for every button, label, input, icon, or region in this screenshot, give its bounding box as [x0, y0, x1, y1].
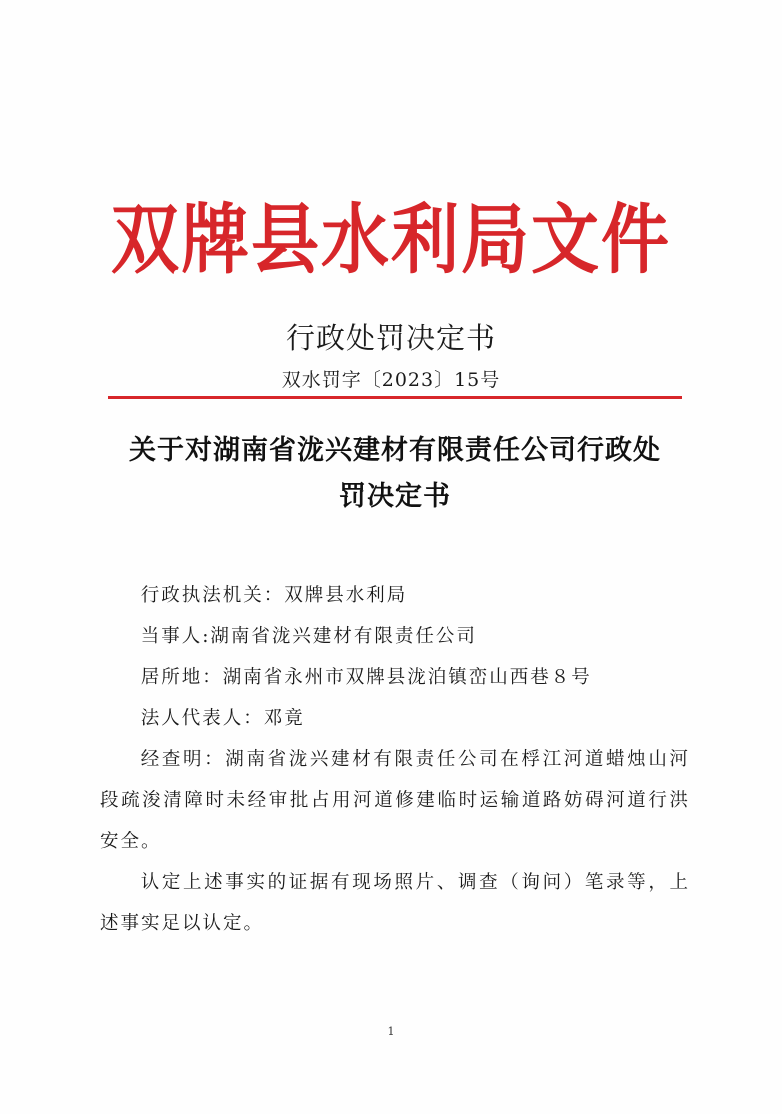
subject-line-1: 关于对湖南省泷兴建材有限责任公司行政处 — [129, 435, 661, 466]
document-type-heading: 行政处罚决定书 — [285, 321, 496, 355]
issuer-title: 双牌县水利局文件 — [110, 195, 671, 286]
evidence-paragraph: 认定上述事实的证据有现场照片、调查（询问）笔录等，上述事实足以认定。 — [100, 872, 690, 934]
subject-heading — [100, 428, 690, 520]
address-line: 居所地：湖南省永州市双牌县泷泊镇峦山西巷８号 — [140, 667, 592, 688]
party-line: 当事人:湖南省泷兴建材有限责任公司 — [140, 626, 477, 647]
document-number: 双水罚字〔2023〕15号 — [281, 369, 501, 391]
legal-representative-line: 法人代表人：邓竟 — [140, 708, 305, 729]
enforcement-agency-line: 行政执法机关：双牌县水利局 — [140, 585, 408, 606]
page-number: 1 — [387, 1025, 395, 1038]
red-separator-line — [108, 396, 682, 399]
findings-paragraph: 经查明：湖南省泷兴建材有限责任公司在桴江河道蜡烛山河段疏浚清障时未经审批占用河道修建临时运输道路妨碍河道行洪安全。 — [100, 749, 690, 852]
subject-line-2: 罚决定书 — [339, 481, 451, 512]
document-body — [100, 575, 690, 944]
